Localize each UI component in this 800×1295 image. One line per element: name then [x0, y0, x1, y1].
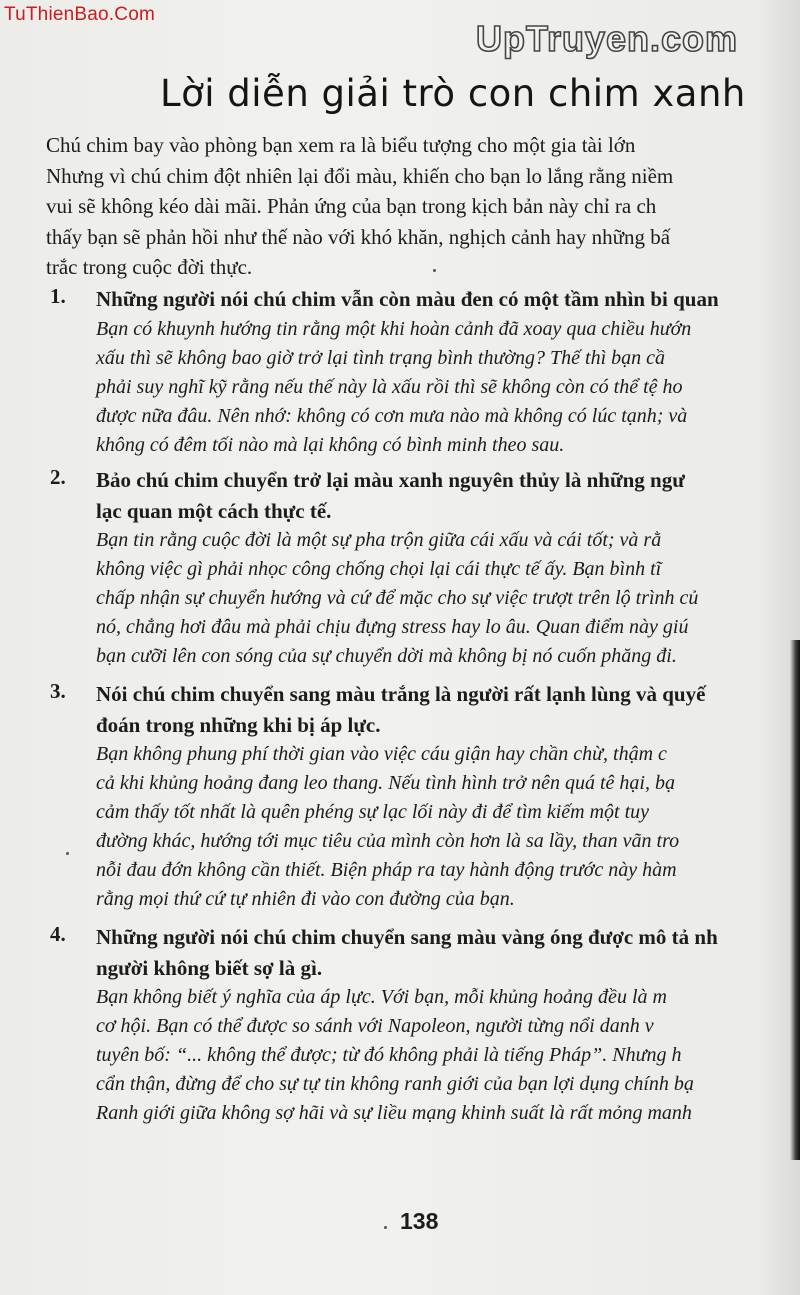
item-body-line: cơ hội. Bạn có thể được so sánh với Napoleon, người từng nổi danh v [96, 1015, 654, 1037]
item-heading-line: Nói chú chim chuyển sang màu trắng là người rất lạnh lùng và quyế [96, 682, 706, 706]
item-body-line: nỗi đau đớn không cần thiết. Biện pháp ra tay hành động trước này hàm [96, 859, 677, 881]
item-heading-line: đoán trong những khi bị áp lực. [96, 712, 381, 737]
item-body-line: đường khác, hướng tới mục tiêu của mình còn hơn là sa lầy, than vãn tro [96, 830, 680, 852]
intro-paragraph [46, 130, 800, 283]
item-body-line: nó, chẳng hơi đâu mà phải chịu đựng stress hay lo âu. Quan điểm này giú [96, 616, 689, 638]
item-number: 1. [50, 284, 66, 308]
item-body [96, 315, 800, 460]
intro-line: Nhưng vì chú chim đột nhiên lại đổi màu, khiến cho bạn lo lắng rằng niềm [46, 163, 674, 188]
item-number: 3. [50, 679, 66, 703]
item-body-line: cả khi khủng hoảng đang leo thang. Nếu tình hình trở nên quá tê hại, bạ [96, 772, 675, 794]
list-item-3 [46, 679, 800, 914]
item-heading [96, 465, 800, 526]
item-body-line: tuyên bố: “... không thể được; từ đó không phải là tiếng Pháp”. Nhưng h [96, 1044, 682, 1066]
item-body-line: không có đêm tối nào mà lại không có bình minh theo sau. [96, 433, 565, 456]
item-body-line: xấu thì sẽ không bao giờ trở lại tình trạng bình thường? Thế thì bạn cầ [96, 346, 666, 369]
item-body-line: chấp nhận sự chuyển hướng và cứ để mặc cho sự việc trượt trên lộ trình củ [96, 587, 699, 609]
item-body-line: rằng mọi thứ cứ tự nhiên đi vào con đường của bạn. [96, 888, 515, 910]
print-speck [66, 852, 69, 855]
item-body [96, 526, 800, 671]
item-body-line: Bạn có khuynh hướng tin rằng một khi hoàn cảnh đã xoay qua chiều hướn [96, 317, 692, 340]
item-body [96, 740, 800, 914]
item-body-line: phải suy nghĩ kỹ rằng nếu thế này là xấu rồi thì sẽ không còn có thể tệ ho [96, 375, 683, 398]
print-speck [433, 269, 436, 272]
item-number: 2. [50, 465, 66, 489]
list-item-4 [46, 922, 800, 1128]
item-body-line: cảm thấy tốt nhất là quên phéng sự lạc lối này đi để tìm kiếm một tuy [96, 801, 650, 823]
page-title: Lời diễn giải trò con chim xanh [160, 72, 746, 115]
watermark-right: UpTruyen.com [476, 18, 739, 59]
item-body-line: Bạn không biết ý nghĩa của áp lực. Với bạn, mỗi khủng hoảng đều là m [96, 986, 667, 1008]
intro-line: vui sẽ không kéo dài mãi. Phản ứng của bạn trong kịch bản này chỉ ra ch [46, 194, 657, 218]
item-heading-line: người không biết sợ là gì. [96, 955, 323, 980]
intro-line: thấy bạn sẽ phản hồi như thế nào với khó khăn, nghịch cảnh hay những bấ [46, 224, 671, 249]
intro-line: trắc trong cuộc đời thực. [46, 255, 253, 279]
item-heading-line: Bảo chú chim chuyển trở lại màu xanh nguyên thủy là những ngư [96, 468, 685, 492]
item-number: 4. [50, 922, 66, 946]
print-speck [384, 1226, 387, 1229]
watermark-left: TuThienBao.Com [4, 4, 155, 25]
page-number: 138 [400, 1208, 439, 1234]
item-heading-line: lạc quan một cách thực tế. [96, 498, 332, 523]
item-body-line: bạn cưỡi lên con sóng của sự chuyển dời mà không bị nó cuốn phăng đi. [96, 645, 677, 667]
item-body-line: Bạn tin rằng cuộc đời là một sự pha trộn giữa cái xấu và cái tốt; và rằ [96, 529, 662, 551]
intro-line: Chú chim bay vào phòng bạn xem ra là biểu tượng cho một gia tài lớn [46, 133, 636, 157]
item-heading-line: Những người nói chú chim vẫn còn màu đen có một tầm nhìn bi quan [96, 287, 719, 311]
item-body-line: Bạn không phung phí thời gian vào việc cáu giận hay chần chừ, thậm c [96, 743, 667, 765]
list-item-1 [46, 284, 800, 460]
item-heading [96, 922, 800, 983]
item-body-line: không việc gì phải nhọc công chống chọi lại cái thực tế ấy. Bạn bình tĩ [96, 558, 662, 580]
item-heading [96, 679, 800, 740]
item-heading [96, 284, 800, 315]
item-body-line: Ranh giới giữa không sợ hãi và sự liều mạng khinh suất là rất mỏng manh [96, 1102, 692, 1124]
item-body [96, 983, 800, 1128]
item-body-line: được nữa đâu. Nên nhớ: không có cơn mưa nào mà không có lúc tạnh; và [96, 404, 688, 427]
item-body-line: cẩn thận, đừng để cho sự tự tin không ranh giới của bạn lợi dụng chính bạ [96, 1073, 694, 1095]
item-heading-line: Những người nói chú chim chuyển sang màu vàng óng được mô tả nh [96, 925, 718, 949]
list-item-2 [46, 465, 800, 671]
